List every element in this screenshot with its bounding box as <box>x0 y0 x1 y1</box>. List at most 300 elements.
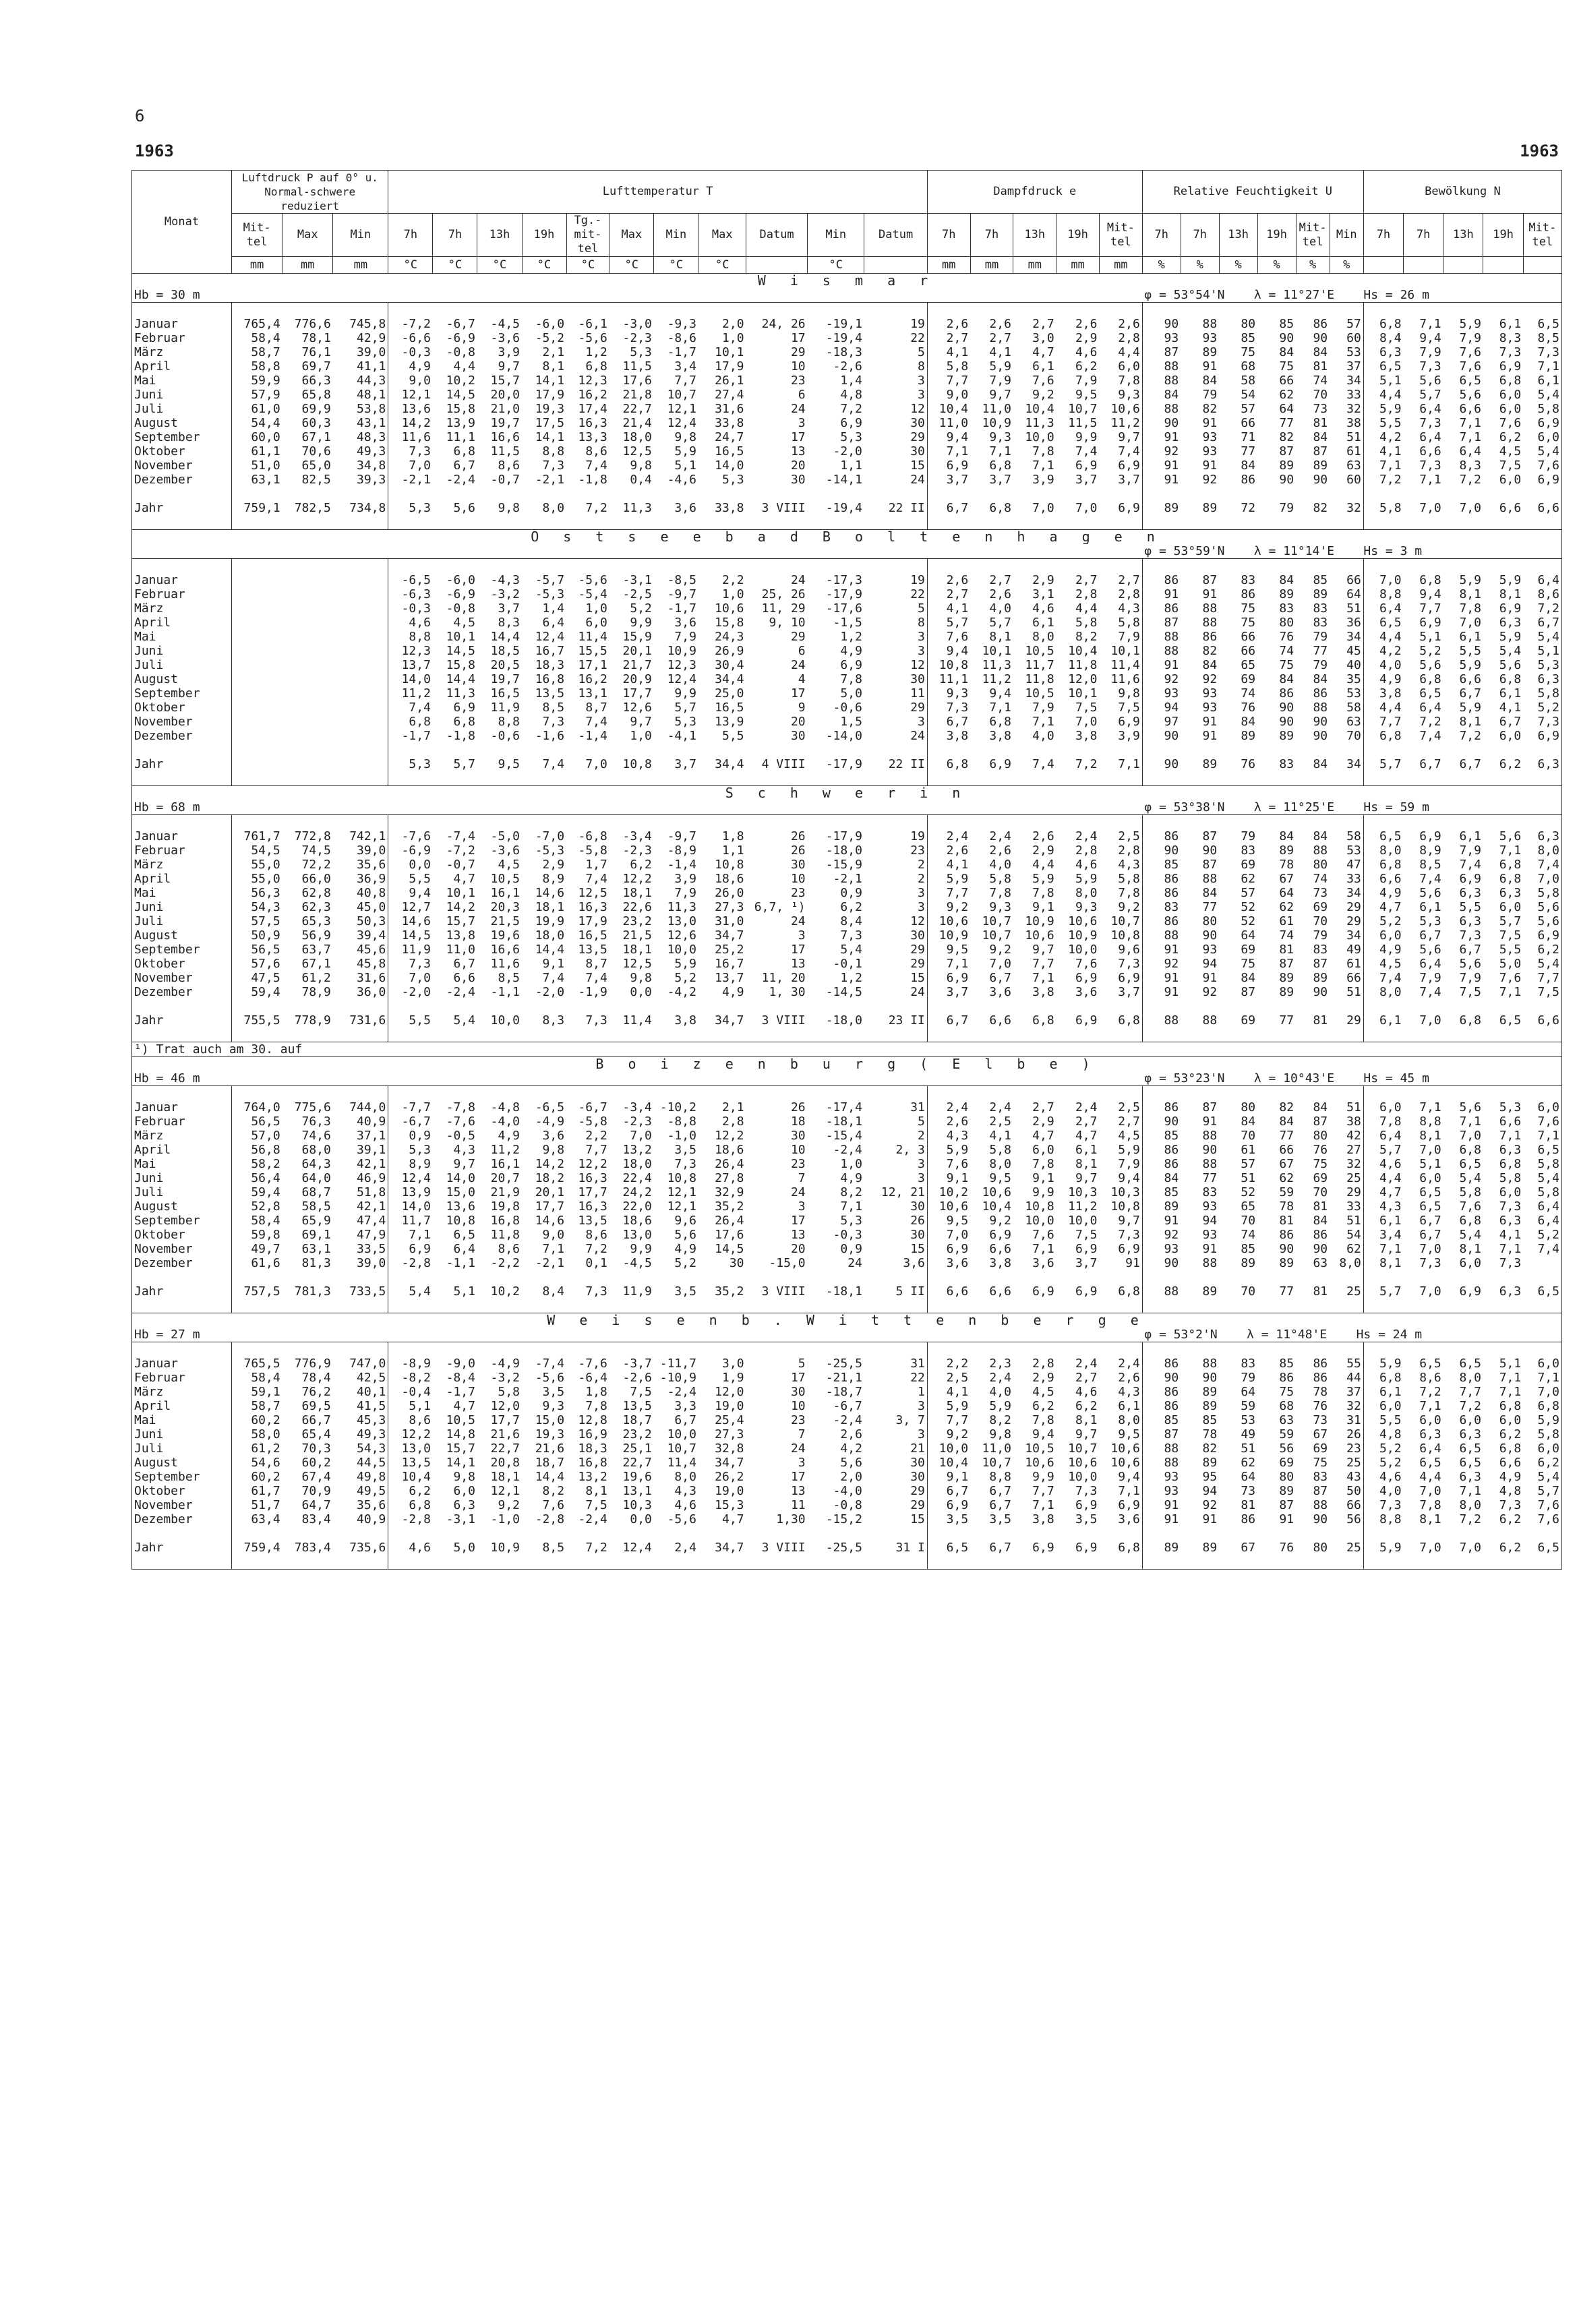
cell-value <box>333 771 388 786</box>
cell-value: 86 <box>1202 630 1218 644</box>
cell-value: 49,7 <box>251 1242 280 1256</box>
cell-value: 7,1 <box>1419 317 1441 331</box>
cell-value: 5,9 <box>1459 658 1481 672</box>
row-label: Februar <box>132 1114 232 1129</box>
cell-value: -1,4 <box>667 858 696 872</box>
spacer-row <box>132 1270 1562 1284</box>
cell-value: 83 <box>1313 616 1328 630</box>
cell-value: 6,2 <box>630 858 652 872</box>
row-label: Mai <box>132 886 232 900</box>
cell-value <box>1330 1555 1363 1570</box>
cell-value: 6,8 <box>989 458 1011 473</box>
cell-value <box>746 771 808 786</box>
cell-value: 10,5 <box>1025 686 1054 701</box>
cell-value: 9,7 <box>630 715 652 729</box>
cell-value: 1,30 <box>776 1512 806 1526</box>
cell-value: 88 <box>1202 601 1218 616</box>
cell-value: -19,4 <box>825 501 862 515</box>
cell-value: 16,1 <box>490 1157 520 1171</box>
month-row <box>132 1385 1562 1399</box>
cell-value <box>1013 1555 1056 1570</box>
cell-value: -2,1 <box>401 473 431 487</box>
unit-header: °C <box>654 257 698 274</box>
cell-value <box>1296 515 1330 530</box>
row-label: Mai <box>132 630 232 644</box>
cell-value <box>609 515 654 530</box>
cell-value: 5,3 <box>722 473 744 487</box>
cell-value <box>927 487 970 501</box>
cell-value: 78 <box>1202 1427 1218 1441</box>
month-row <box>132 1157 1562 1171</box>
month-row <box>132 715 1562 729</box>
cell-value: 29 <box>864 701 927 715</box>
cell-value: 30 <box>790 473 806 487</box>
cell-value: 66 <box>1241 630 1256 644</box>
row-label <box>132 303 232 318</box>
cell-value: 75 <box>1279 1385 1294 1399</box>
month-row <box>132 1228 1562 1242</box>
cell-value: 84 <box>1313 829 1328 843</box>
cell-value: -0,3 <box>401 601 431 616</box>
footnote-row <box>132 1042 1562 1057</box>
cell-value: 89 <box>1279 458 1294 473</box>
cell-value: 7,1 <box>1099 757 1142 771</box>
cell-value: 17 <box>790 331 806 345</box>
cell-value: 56,3 <box>251 886 280 900</box>
cell-value: 8,0 <box>1032 630 1054 644</box>
cell-value <box>654 559 698 574</box>
cell-value: 85 <box>1279 317 1294 331</box>
cell-value <box>1056 1526 1100 1541</box>
cell-value: 58,0 <box>251 1427 280 1441</box>
cell-value: 10,6 <box>939 914 969 928</box>
cell-value: 6,1 <box>1099 1399 1142 1413</box>
cell-value: 5,5 <box>722 729 744 743</box>
cell-value: 7,3 <box>840 928 862 943</box>
cell-value <box>864 743 927 757</box>
cell-value: 11,5 <box>1068 416 1098 430</box>
cell-value: 6,0 <box>1499 473 1522 487</box>
cell-value: -2,3 <box>622 331 652 345</box>
cell-value: 45,3 <box>333 1413 388 1427</box>
cell-value: 90 <box>1279 331 1294 345</box>
cell-value: 14,6 <box>535 1214 565 1228</box>
cell-value: 29 <box>1330 914 1363 928</box>
cell-value: 12,5 <box>622 444 652 458</box>
station-name: O s t s e e b a d B o l t e n h a g e n <box>132 530 1562 545</box>
cell-value: 7,3 <box>542 458 565 473</box>
cell-value: 6,1 <box>1499 686 1522 701</box>
cell-value: 82 <box>1279 1100 1294 1114</box>
cell-value: 12,4 <box>667 672 696 686</box>
cell-value: 90 <box>1164 1114 1179 1129</box>
cell-value: 9 <box>798 701 806 715</box>
cell-value: 3,5 <box>674 1284 696 1299</box>
cell-value: 7,6 <box>1032 374 1054 388</box>
cell-value: 2,0 <box>840 1470 862 1484</box>
cell-value: 42,1 <box>333 1199 388 1214</box>
cell-value: 7,7 <box>1523 971 1561 985</box>
cell-value <box>566 559 609 574</box>
cell-value: 92 <box>1164 1228 1179 1242</box>
cell-value: 90 <box>1164 757 1179 771</box>
cell-value: 13,5 <box>578 1214 607 1228</box>
cell-value <box>1404 999 1443 1013</box>
cell-value: 59 <box>1241 1399 1256 1413</box>
cell-value: 6,9 <box>989 1228 1011 1242</box>
cell-value: 5,6 <box>1419 658 1441 672</box>
cell-value <box>1181 1342 1219 1357</box>
cell-value: 733,5 <box>333 1284 388 1299</box>
cell-value: 8,3 <box>542 1013 565 1027</box>
cell-value: 24 <box>790 1441 806 1456</box>
cell-value: 5,8 <box>1523 1157 1561 1171</box>
cell-value <box>609 559 654 574</box>
cell-value <box>1443 1342 1483 1357</box>
cell-value: -0,7 <box>490 473 520 487</box>
cell-value: 7,4 <box>1379 971 1402 985</box>
cell-value: 89 <box>1279 985 1294 999</box>
cell-value: 7,9 <box>1459 331 1481 345</box>
cell-value: 735,6 <box>333 1541 388 1555</box>
cell-value: 88 <box>1164 374 1179 388</box>
cell-value: 45,6 <box>333 943 388 957</box>
cell-value <box>970 303 1013 318</box>
cell-value: 4,5 <box>1379 957 1402 971</box>
cell-value: 22,7 <box>622 1456 652 1470</box>
cell-value: 12,4 <box>401 1171 431 1185</box>
cell-value: 45 <box>1330 644 1363 658</box>
cell-value: 87 <box>1164 616 1179 630</box>
cell-value <box>1257 1299 1296 1313</box>
cell-value: 7 <box>798 1171 806 1185</box>
cell-value: 79 <box>1241 1371 1256 1385</box>
cell-value: 17 <box>790 430 806 444</box>
cell-value: -9,7 <box>667 829 696 843</box>
cell-value: 10,9 <box>1025 914 1054 928</box>
cell-value: -15,0 <box>769 1256 806 1270</box>
cell-value: 29 <box>1330 1013 1363 1027</box>
cell-value: 88 <box>1202 1357 1218 1371</box>
cell-value <box>1483 743 1523 757</box>
row-label: Mai <box>132 1157 232 1171</box>
cell-value: 5,3 <box>840 430 862 444</box>
cell-value: 2,4 <box>674 1541 696 1555</box>
unit-header <box>1404 257 1443 274</box>
cell-value: 13,0 <box>401 1441 431 1456</box>
cell-value <box>1142 559 1181 574</box>
cell-value: 9,4 <box>946 644 969 658</box>
cell-value: 54,3 <box>333 1441 388 1456</box>
cell-value: 21,7 <box>622 658 652 672</box>
cell-value: 89 <box>1313 971 1328 985</box>
cell-value: 69 <box>1241 943 1256 957</box>
cell-value: 8,9 <box>1419 843 1441 858</box>
cell-value: 10,7 <box>982 914 1011 928</box>
cell-value: -4,2 <box>667 985 696 999</box>
row-label <box>132 1526 232 1541</box>
cell-value: 41,5 <box>333 1399 388 1413</box>
cell-value: 75 <box>1279 359 1294 374</box>
cell-value: 7,0 <box>1523 872 1561 886</box>
cell-value: 4,1 <box>946 345 969 359</box>
cell-value: 5,2 <box>1379 914 1402 928</box>
cell-value: 87 <box>1313 1484 1328 1498</box>
cell-value: 1,1 <box>840 458 862 473</box>
cell-value: 84 <box>1313 1214 1328 1228</box>
cell-value: 8,8 <box>498 715 520 729</box>
cell-value: 91 <box>1164 473 1179 487</box>
cell-value <box>232 573 282 587</box>
cell-value <box>1363 815 1403 830</box>
cell-value <box>232 303 282 318</box>
cell-value: 6,3 <box>1499 1284 1522 1299</box>
cell-value: -1,8 <box>446 729 475 743</box>
cell-value: 4,3 <box>1379 1199 1402 1214</box>
cell-value: 6,0 <box>1419 1171 1441 1185</box>
month-row <box>132 317 1562 331</box>
cell-value: 7,3 <box>1499 1498 1522 1512</box>
cell-value: 9,4 <box>409 886 431 900</box>
cell-value: 7,1 <box>1032 458 1054 473</box>
cell-value: 6,4 <box>1459 444 1481 458</box>
cell-value: 17,7 <box>535 1199 565 1214</box>
cell-value: 1,0 <box>722 587 744 601</box>
cell-value: 86 <box>1313 1371 1328 1385</box>
cell-value <box>654 1299 698 1313</box>
cell-value: 13,9 <box>715 715 744 729</box>
cell-value: 745,8 <box>333 317 388 331</box>
cell-value: 37 <box>1330 359 1363 374</box>
cell-value: 7,1 <box>1032 1498 1054 1512</box>
row-label: Dezember <box>132 985 232 999</box>
cell-value: 3,5 <box>989 1512 1011 1526</box>
cell-value <box>433 999 477 1013</box>
cell-value <box>1099 815 1142 830</box>
cell-value <box>1404 303 1443 318</box>
cell-value <box>433 487 477 501</box>
cell-value: 13 <box>790 444 806 458</box>
cell-value: 6,1 <box>1032 359 1054 374</box>
cell-value: 775,6 <box>294 1100 331 1114</box>
cell-value: 24,7 <box>715 430 744 444</box>
cell-value: 10,8 <box>622 757 652 771</box>
cell-value: 3,5 <box>542 1385 565 1399</box>
cell-value: 6,3 <box>1459 914 1481 928</box>
cell-value <box>1363 515 1403 530</box>
cell-value: 7,2 <box>1419 1385 1441 1399</box>
cell-value: 5,5 <box>409 1013 431 1027</box>
cell-value: -6,1 <box>578 317 607 331</box>
cell-value: 63 <box>1313 1256 1328 1270</box>
cell-value: -21,1 <box>825 1371 862 1385</box>
cell-value: -7,4 <box>535 1357 565 1371</box>
month-row <box>132 957 1562 971</box>
cell-value: 8,8 <box>1419 1114 1441 1129</box>
cell-value: 2,1 <box>542 345 565 359</box>
cell-value <box>566 1299 609 1313</box>
cell-value: 4,7 <box>1379 1185 1402 1199</box>
cell-value <box>1296 1299 1330 1313</box>
month-row <box>132 644 1562 658</box>
cell-value: 80 <box>1313 1541 1328 1555</box>
cell-value: -5,8 <box>578 1114 607 1129</box>
cell-value: 77 <box>1279 1013 1294 1027</box>
station-name: S c h w e r i n <box>132 786 1562 801</box>
cell-value: 76 <box>1279 630 1294 644</box>
cell-value: 32,9 <box>715 1185 744 1199</box>
cell-value: 24 <box>790 914 806 928</box>
cell-value: 7,4 <box>1523 1242 1561 1256</box>
cell-value: 86 <box>1164 886 1179 900</box>
cell-value: 6,2 <box>1523 943 1561 957</box>
cell-value <box>388 743 433 757</box>
month-row <box>132 701 1562 715</box>
cell-value: 5,0 <box>453 1541 475 1555</box>
cell-value: 6,9 <box>1499 601 1522 616</box>
cell-value: 76 <box>1241 757 1256 771</box>
cell-value: 7,9 <box>1075 374 1098 388</box>
cell-value: 6,9 <box>1075 1284 1098 1299</box>
cell-value: 6,9 <box>1032 1284 1054 1299</box>
cell-value: 7,1 <box>1419 1399 1441 1413</box>
row-label: August <box>132 928 232 943</box>
row-label: Mai <box>132 374 232 388</box>
cell-value <box>927 743 970 757</box>
cell-value <box>1099 1299 1142 1313</box>
cell-value: 90 <box>1279 473 1294 487</box>
cell-value <box>970 743 1013 757</box>
cell-value <box>1330 559 1363 574</box>
row-label: Juni <box>132 900 232 914</box>
cell-value: 42,5 <box>333 1371 388 1385</box>
column-header: Max <box>609 214 654 257</box>
cell-value: 9,4 <box>1099 1470 1142 1484</box>
cell-value: 88 <box>1164 644 1179 658</box>
cell-value: 4,6 <box>1075 345 1098 359</box>
cell-value: 5,2 <box>674 1256 696 1270</box>
cell-value: 4,2 <box>1379 644 1402 658</box>
cell-value: 9,0 <box>409 374 431 388</box>
cell-value: 1,2 <box>840 971 862 985</box>
cell-value: 12,3 <box>667 658 696 672</box>
cell-value: 8,7 <box>585 957 607 971</box>
cell-value: 5 <box>864 601 927 616</box>
cell-value <box>333 487 388 501</box>
cell-value <box>1363 1342 1403 1357</box>
cell-value: 84 <box>1241 971 1256 985</box>
cell-value <box>282 701 333 715</box>
cell-value: 7,6 <box>1523 1512 1561 1526</box>
cell-value <box>970 1270 1013 1284</box>
cell-value: 10,0 <box>667 1427 696 1441</box>
row-label: Juni <box>132 1171 232 1185</box>
cell-value: 91 <box>1164 658 1179 672</box>
cell-value: 3,0 <box>1032 331 1054 345</box>
cell-value: 5,9 <box>1459 701 1481 715</box>
cell-value <box>1483 1027 1523 1042</box>
cell-value: 8,6 <box>409 1413 431 1427</box>
cell-value: 57 <box>1330 317 1363 331</box>
cell-value: 59 <box>1279 1427 1294 1441</box>
cell-value: 8,5 <box>542 1541 565 1555</box>
cell-value: 5,9 <box>1523 1413 1561 1427</box>
cell-value <box>232 999 282 1013</box>
cell-value: 14,1 <box>535 374 565 388</box>
cell-value: -0,8 <box>446 601 475 616</box>
cell-value: -15,9 <box>825 858 862 872</box>
cell-value: 18,2 <box>535 1171 565 1185</box>
column-header: Min <box>1330 214 1363 257</box>
cell-value: 12,1 <box>667 1199 696 1214</box>
cell-value: 6,9 <box>840 416 862 430</box>
row-label <box>132 1299 232 1313</box>
cell-value: 6,2 <box>1499 757 1522 771</box>
cell-value: 9,8 <box>453 1470 475 1484</box>
column-header: 7h <box>927 214 970 257</box>
cell-value <box>282 303 333 318</box>
cell-value: 3,7 <box>946 473 969 487</box>
cell-value: 3,8 <box>989 729 1011 743</box>
cell-value: 6,7 <box>1459 757 1481 771</box>
month-row <box>132 729 1562 743</box>
row-label: Februar <box>132 331 232 345</box>
cell-value: 88 <box>1164 402 1179 416</box>
cell-value: 4,0 <box>989 601 1011 616</box>
cell-value <box>1099 303 1142 318</box>
cell-value <box>1142 303 1181 318</box>
cell-value: 2,9 <box>1075 331 1098 345</box>
cell-value <box>1523 743 1561 757</box>
cell-value: 78,1 <box>301 331 331 345</box>
cell-value: 14,0 <box>446 1171 475 1185</box>
cell-value: 2,4 <box>1075 1100 1098 1114</box>
cell-value: 4,9 <box>840 1171 862 1185</box>
cell-value: 6,2 <box>1523 1456 1561 1470</box>
cell-value: 10,0 <box>939 1441 969 1456</box>
cell-value: -2,6 <box>622 1371 652 1385</box>
cell-value: 5,8 <box>1499 1171 1522 1185</box>
cell-value: 9,4 <box>1032 1427 1054 1441</box>
cell-value: 12,2 <box>578 1157 607 1171</box>
cell-value: 9,3 <box>989 900 1011 914</box>
cell-value: 6,9 <box>946 1242 969 1256</box>
cell-value: 11,2 <box>1099 416 1142 430</box>
cell-value: 5,6 <box>1523 900 1561 914</box>
cell-value: 7,3 <box>1099 957 1142 971</box>
cell-value <box>1523 1299 1561 1313</box>
cell-value: 6,8 <box>1379 858 1402 872</box>
cell-value: 58,7 <box>251 345 280 359</box>
cell-value: 6,5 <box>1419 686 1441 701</box>
cell-value: 8,1 <box>989 630 1011 644</box>
cell-value: 24 <box>864 473 927 487</box>
cell-value: 18,3 <box>535 658 565 672</box>
cell-value: 3,9 <box>498 345 520 359</box>
cell-value: 56,9 <box>301 928 331 943</box>
cell-value: 58,7 <box>251 1399 280 1413</box>
cell-value: 7,1 <box>1459 416 1481 430</box>
cell-value: 90 <box>1202 843 1218 858</box>
cell-value: 6,7 <box>989 1541 1011 1555</box>
cell-value: 2,3 <box>989 1357 1011 1371</box>
cell-value: 29 <box>864 1484 927 1498</box>
cell-value: 7,4 <box>585 872 607 886</box>
cell-value <box>1013 1342 1056 1357</box>
cell-value: 27,8 <box>715 1171 744 1185</box>
cell-value: 6,3 <box>1379 345 1402 359</box>
cell-value: -0,6 <box>833 701 862 715</box>
